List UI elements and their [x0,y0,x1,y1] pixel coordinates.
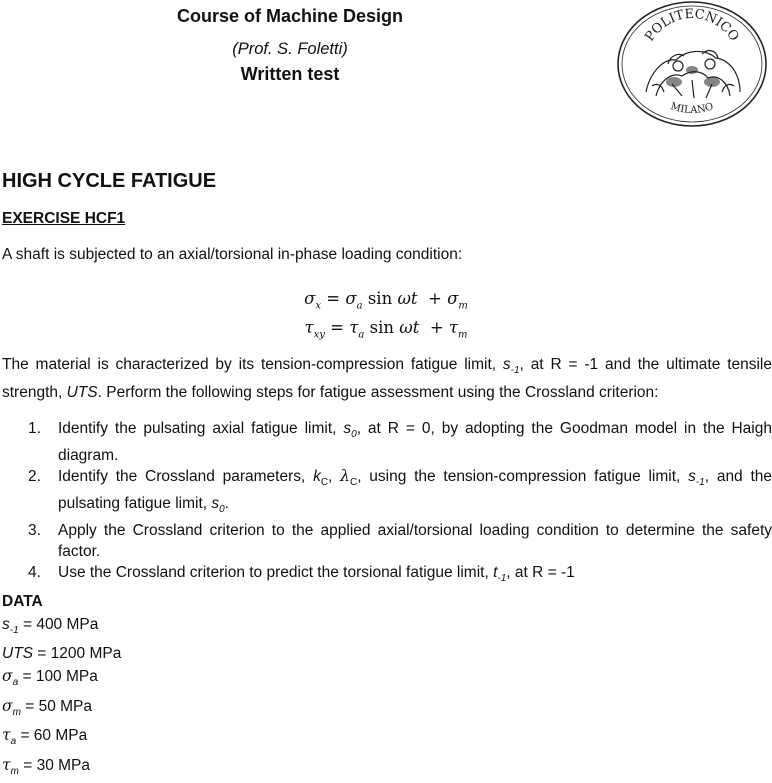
data-row: UTS = 1200 MPa [2,644,122,662]
test-type: Written test [240,64,340,84]
procedure-steps [0,418,772,589]
data-row: $\sigma_m = 50$ MPa [2,696,93,718]
data-row: $\tau_a = 60$ MPa [2,726,88,748]
data-title: DATA [2,593,43,610]
professor-name: (Prof. S. Foletti) [232,40,348,58]
step-item: 1. Identify the pulsating axial fatigue limit, $s_0$, at R = 0, by adopting the Goodman model in the Haigh diagram. [28,420,772,465]
data-row: $s_{-1} = 400$ MPa [2,616,99,637]
section-title: HIGH CYCLE FATIGUE [2,170,217,192]
seal-bottom-text: MILANO [669,101,715,117]
material-description: The material is characterized by its tension-compression fatigue limit, $s_{-1}$, at R = -1 and the ultimate tensile strength, UTS. Perform the following steps for fatigue assessment using the Crossland criterion: [2,356,772,402]
data-row: $\sigma_a = 100$ MPa [2,667,98,689]
equation-tau-xy: $\tau_{xy} = \tau_a$ $\sin \omega t + \tau_m$ [304,318,468,341]
step-item: 4. Use the Crossland criterion to predict the torsional fatigue limit, $t_{-1}$, at R = -1 [28,564,575,585]
document-header [0,0,772,150]
politecnico-seal-logo [612,0,772,130]
seal-top-text: POLITECNICO [642,6,742,45]
course-title: Course of Machine Design [176,6,404,26]
step-item: 2. Identify the Crossland parameters, $k_C$, $\lambda_C$, using the tension-compression fatigue limit, $s_{-1}$, and the pulsating fatigue limit, $s_0$. [28,467,772,516]
step-item: 3. Apply the Crossland criterion to the applied axial/torsional loading condition to determine the safety factor. [28,522,772,561]
equation-sigma-x: $\sigma_x = \sigma_a$ $\sin \omega t + \sigma_m$ [304,289,468,312]
data-list [2,614,121,783]
intro-text: A shaft is subjected to an axial/torsional in-phase loading condition: [2,246,463,263]
data-row: $\tau_m = 30$ MPa [2,755,91,777]
loading-equations [0,288,772,347]
exercise-title: EXERCISE HCF1 [2,210,126,227]
